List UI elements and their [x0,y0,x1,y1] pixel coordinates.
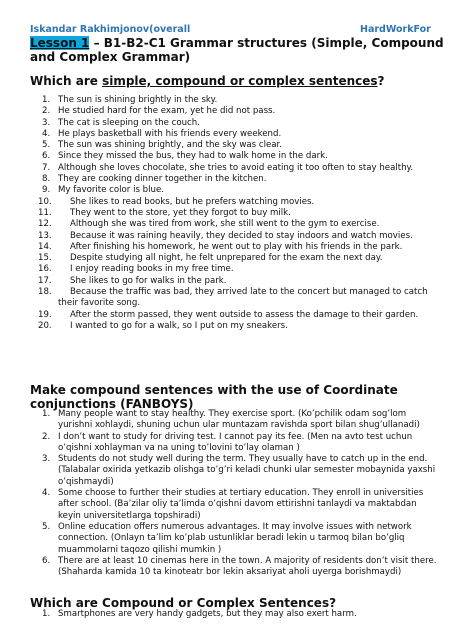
list-item-number: 19. [38,309,52,320]
list-item [30,208,440,219]
list-item-text: He studied hard for the exam, yet he did not pass. [58,106,276,117]
list-item-number: 7. [42,162,51,173]
list-item [30,140,440,151]
list-item-number: 5. [42,140,51,151]
list-item [30,556,440,579]
list-item [30,219,440,230]
list-item-text: I don’t want to study for driving test. I cannot pay its fee. (Men na avto test uchun o’qishni xohlayman va na uning to’lovini to’lay olaman ) [58,431,413,453]
list-item-number: 16. [38,264,52,275]
list-item [30,310,440,321]
list-item-text: She likes to go for walks in the park. [70,275,227,286]
list-item [30,151,440,162]
header-author: Iskandar Rakhimjonov(overall [30,24,191,35]
section1-heading-post: ? [377,74,385,88]
list-item-text: After finishing his homework, he went out to play with his friends in the park. [70,241,403,252]
list-item-number: 13. [38,230,52,241]
list-item-number: 1. [42,95,51,105]
list-item-number: 1. [42,409,51,419]
list-item [30,174,440,185]
list-item [30,118,440,129]
list-item-text: There are at least 10 cinemas here in the town. A majority of residents don’t visit there. (Shaharda kamida 10 ta kinoteatr bor lekin aksariyat aholi uyerga borishmaydi) [58,555,437,578]
list-item [30,488,440,522]
list-item-number: 3. [42,454,51,465]
list-item-text: Although she loves chocolate, she tries to avoid eating it too often to stay healthy. [58,162,414,173]
list-item-number: 3. [42,117,51,128]
list-item-number: 4. [42,488,51,499]
list-item-text: I enjoy reading books in my free time. [70,264,234,275]
section1-list [30,95,440,332]
list-item-number: 6. [42,555,51,566]
list-item-number: 12. [38,219,52,230]
list-item-text: He plays basketball with his friends every weekend. [58,128,282,139]
list-item [30,231,440,242]
list-item [30,242,440,253]
list-item-text: After the storm passed, they went outside to assess the damage to their garden. [70,309,419,320]
list-item-number: 2. [42,106,51,117]
section2-heading: Make compound sentences with the use of Coordinate conjunctions (FANBOYS) [30,383,398,411]
list-item-number: 4. [42,128,51,139]
section1-heading [30,74,450,88]
list-item [30,185,440,196]
list-item-number: 14. [38,241,52,252]
list-item-number: 20. [38,320,52,331]
list-item [30,197,440,208]
list-item [30,409,440,432]
list-item [30,253,440,264]
list-item [30,321,440,332]
list-item-text: Online education offers numerous advantages. It may involve issues with network connection. (Onlayn ta’lim ko’plab ustunliklar beradi lekin u tarmoq bilan bo’gliq muammolarni taqozo qilishi mumkin ) [58,521,412,555]
list-item-number: 6. [42,151,51,162]
list-item-number: 11. [38,207,52,218]
list-item-number: 8. [42,174,51,185]
lesson-title [30,36,450,64]
list-item [30,432,440,455]
list-item [30,287,440,310]
list-item-text: Many people want to stay healthy. They exercise sport. (Ko’pchilik odam sog’lom yurishni xohlaydi, shuning uchun ular muntazam ravishda sport bilan shug’ullanadi) [58,409,420,431]
section1-heading-pre: Which are [30,74,103,88]
list-item-number: 18. [38,287,52,298]
list-item [30,609,440,620]
list-item [30,163,440,174]
list-item-text: The cat is sleeping on the couch. [58,117,200,128]
list-item-number: 17. [38,275,52,286]
list-item-number: 10. [38,196,52,207]
list-item-text: Some choose to further their studies at tertiary education. They enroll in universities after school. (Ba’zilar oliy ta’limda o’qishni davom ettirishni tanlaydi va maktabdan keyin universitetlarga topshiradi) [58,488,424,521]
section3-heading: Which are Compound or Complex Sentences? [30,596,337,610]
list-item-text: Because the traffic was bad, they arrived late to the concert but managed to catch their favorite song. [58,287,428,309]
list-item-text: They are cooking dinner together in the kitchen. [58,174,267,185]
list-item [30,129,440,140]
list-item-text: The sun is shining brightly in the sky. [58,95,218,105]
section1-heading-underlined: simple, compound or complex sentences [102,74,378,88]
list-item-number: 9. [42,185,51,196]
list-item [30,454,440,488]
list-item [30,106,440,117]
section2-list [30,409,440,578]
list-item-text: She likes to read books, but he prefers watching movies. [70,196,315,207]
list-item-text: Despite studying all night, he felt unprepared for the exam the next day. [70,253,383,264]
list-item-text: I wanted to go for a walk, so I put on my sneakers. [70,320,288,331]
list-item-number: 15. [38,253,52,264]
lesson-number: Lesson 1 [30,36,90,50]
section3-list [30,609,440,620]
list-item-number: 5. [42,521,51,532]
list-item [30,95,440,106]
list-item [30,264,440,275]
list-item-text: Students do not study well during the term. They usually have to catch up in the end. (Talabalar oxirida yetkazib olishga to’g’ri keladi chunki ular semester mobaynida yaxshi o’qishmaydi) [58,454,436,487]
header-brand: HardWorkFor [360,24,431,35]
list-item [30,522,440,556]
list-item-number: 2. [42,431,51,442]
list-item-text: Because it was raining heavily, they decided to stay indoors and watch movies. [70,230,413,241]
list-item [30,276,440,287]
list-item-text: My favorite color is blue. [58,185,164,196]
list-item-text: They went to the store, yet they forgot to buy milk. [70,207,291,218]
list-item-text: Since they missed the bus, they had to walk home in the dark. [58,151,328,162]
lesson-title-text: – B1-B2-C1 Grammar structures (Simple, Compound and Complex Grammar) [30,36,444,64]
list-item-text: The sun was shining brightly, and the sky was clear. [58,140,283,151]
list-item-text: Although she was tired from work, she still went to the gym to exercise. [70,219,380,230]
list-item-number: 1. [42,609,51,619]
list-item-text: Smartphones are very handy gadgets, but they may also exert harm. [58,609,357,619]
